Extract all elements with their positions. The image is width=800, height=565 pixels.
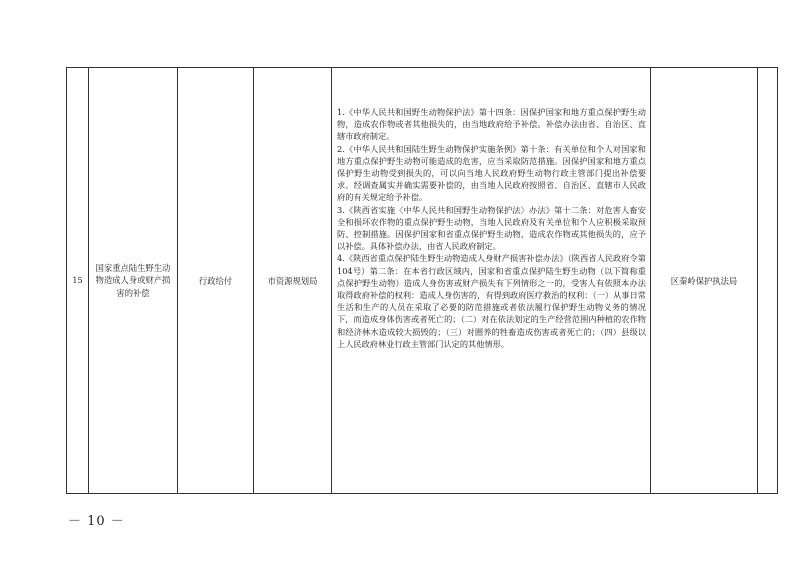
note-cell (758, 68, 778, 494)
legal-basis (332, 68, 651, 494)
legal-basis-item-1: 1.《中华人民共和国野生动物保护法》第十四条：因保护国家和地方重点保护野生动物，造成农作物或者其他损失的，由当地政府给予补偿。补偿办法由省、自治区、直辖市政府制定。 (337, 107, 646, 142)
item-name: 国家重点陆生野生动物造成人身或财产损害的补偿 (89, 68, 178, 494)
item-table (66, 67, 778, 494)
executing-agency: 区秦岭保护执法局 (651, 68, 758, 494)
legal-basis-item-4: 4.《陕西省重点保护陆生野生动物造成人身财产损害补偿办法》（陕西省人民政府令第104号）第二条：在本省行政区域内，国家和省重点保护陆生野生动物（以下简称重点保护野生动物）造成人身伤害或财产损失有下列情形之一的，受害人有依照本办法取得政府补偿的权利：造成人身伤害的，有得到政府医疗救治的权利：（一）从事日常生活和生产的人员在采取了必要的防范措施或者依法履行保护野生动物义务的情况下，而造成身体伤害或者死亡的；（二）对在依法划定的生产经营范围内种植的农作物和经济林木造成较大损毁的；（三）对圈养的牲畜造成伤害或者死亡的；（四）县级以上人民政府林业行政主管部门认定的其他情形。 (337, 253, 646, 349)
responsible-department: 市资源规划局 (254, 68, 332, 494)
legal-basis-item-2: 2.《中华人民共和国陆生野生动物保护实施条例》第十条：有关单位和个人对国家和地方重点保护野生动物可能造成的危害，应当采取防范措施。因保护国家和地方重点保护野生动物受到损失的，可以向当地人民政府野生动物行政主管部门提出补偿要求。经调查属实并确实需要补偿的，由当地人民政府按照省、自治区、直辖市人民政府的有关规定给予补偿。 (337, 143, 646, 203)
legal-basis-item-3: 3.《陕西省实施〈中华人民共和国野生动物保护法〉办法》第十二条：对危害人畜安全和损坏农作物的重点保护野生动物，当地人民政府及有关单位和个人应积极采取预防、控制措施。因保护国家和省重点保护野生动物，造成农作物或其他损失的，应予以补偿。具体补偿办法，由省人民政府制定。 (337, 204, 646, 252)
page-number: － 10 － (68, 514, 125, 529)
table-row (67, 68, 778, 494)
item-category: 行政给付 (178, 68, 254, 494)
row-number: 15 (67, 68, 89, 494)
